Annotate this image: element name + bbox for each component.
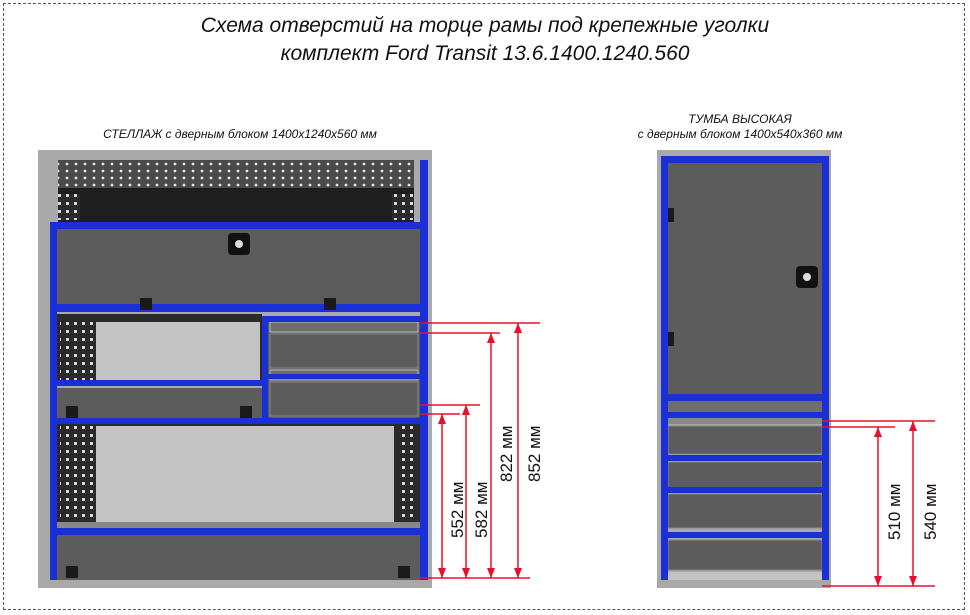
left-rack-small-panel — [56, 388, 262, 422]
dim-540: 540 мм — [921, 483, 940, 540]
dim-510: 510 мм — [885, 483, 904, 540]
right-cabinet-unit — [657, 150, 831, 588]
left-rack-top-shelf — [58, 188, 414, 222]
right-unit-caption-line2: с дверным блоком 1400х540х360 мм — [637, 127, 843, 141]
dim-582: 582 мм — [472, 481, 491, 538]
left-rack-bottom-panel — [56, 534, 420, 580]
left-rack-top-vent — [58, 160, 414, 188]
left-rack-unit — [38, 150, 432, 588]
left-rack-open-shelf-upper — [96, 322, 260, 382]
right-unit-caption-line1: ТУМБА ВЫСОКАЯ — [688, 112, 792, 126]
dim-552: 552 мм — [448, 481, 467, 538]
diagram-title-line2: комплект Ford Transit 13.6.1400.1240.560 — [280, 42, 690, 65]
left-dimension-lines — [420, 323, 540, 578]
right-dimension-lines — [822, 421, 935, 586]
left-rack-open-shelf-lower — [96, 426, 394, 524]
dim-822: 822 мм — [497, 425, 516, 482]
left-unit-caption: СТЕЛЛАЖ с дверным блоком 1400х1240х560 мм — [103, 127, 377, 141]
dim-852: 852 мм — [525, 425, 544, 482]
diagram-title-line1: Схема отверстий на торце рамы под крепежные уголки — [200, 14, 770, 37]
